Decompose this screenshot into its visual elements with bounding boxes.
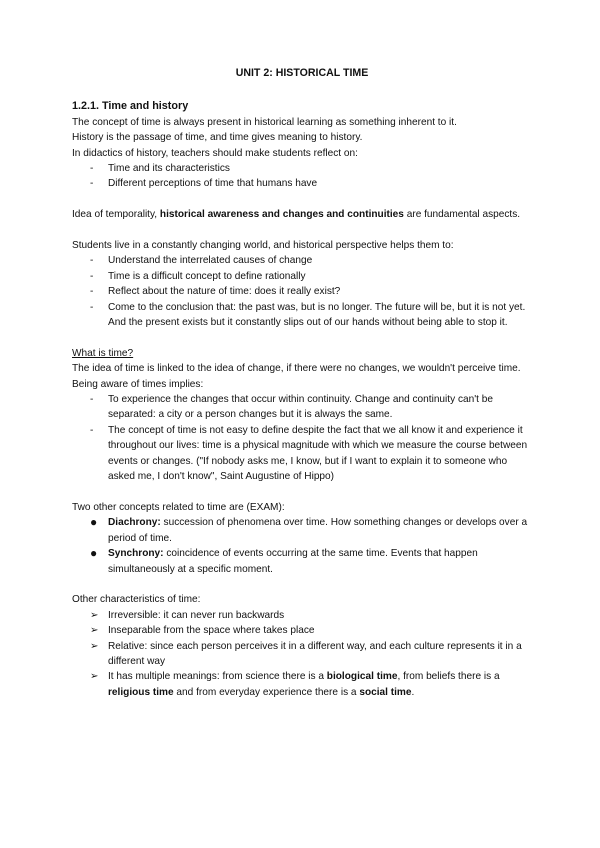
reflect-list	[72, 161, 532, 192]
arrow-bullet-icon: ➢	[90, 609, 99, 621]
list-item: - Time and its characteristics	[72, 161, 532, 176]
list-item: - Time is a difficult concept to define rationally	[72, 269, 532, 284]
intro-line-3: In didactics of history, teachers should make students reflect on:	[72, 147, 358, 159]
other-list	[72, 608, 532, 700]
intro-line-2: History is the passage of time, and time gives meaning to history.	[72, 132, 363, 144]
list-item: ➢ Irreversible: it can never run backwards	[72, 608, 532, 623]
list-item: ● Synchrony: coincidence of events occurring at the same time. Events that happen simultaneously at a specific moment.	[90, 546, 478, 575]
list-item: ● Diachrony: succession of phenomena over time. How something changes or develops over a period of time.	[90, 515, 528, 544]
other-intro: Other characteristics of time:	[72, 594, 201, 606]
document-page	[72, 66, 532, 700]
arrow-bullet-icon: ➢	[90, 625, 99, 637]
what-list	[72, 392, 532, 484]
arrow-bullet-icon: ➢	[90, 671, 99, 683]
dash-marker: -	[90, 270, 94, 282]
bullet-dot-icon: ●	[90, 546, 98, 561]
list-item: - To experience the changes that occur within continuity. Change and continuity can't be separated: a city or a person changes but it is always the same.	[90, 394, 493, 421]
what-is-time-heading: What is time?	[72, 347, 134, 359]
intro-line-1: The concept of time is always present in historical learning as something inherent to it.	[72, 116, 457, 128]
arrow-bullet-icon: ➢	[90, 640, 99, 652]
list-item: - Reflect about the nature of time: does it really exist?	[72, 284, 532, 299]
section-heading: 1.2.1. Time and history	[72, 100, 189, 113]
dash-marker: -	[90, 301, 94, 313]
document-title: UNIT 2: HISTORICAL TIME	[235, 67, 369, 79]
bullet-dot-icon: ●	[90, 515, 98, 530]
temporality-paragraph: Idea of temporality, historical awareness and changes and continuities are fundamental aspects.	[72, 209, 521, 221]
list-item: - Different perceptions of time that humans have	[72, 176, 532, 191]
dash-marker: -	[90, 255, 94, 267]
concepts-intro: Two other concepts related to time are (EXAM):	[72, 501, 285, 513]
dash-marker: -	[90, 178, 94, 190]
what-intro: The idea of time is linked to the idea of change, if there were no changes, we wouldn't perceive time. Being aware of times implies:	[72, 363, 521, 390]
list-item: - Come to the conclusion that: the past was, but is no longer. The future will be, but it is not yet. And the present exists but it constantly slips out of our hands without being able to stop it.	[90, 301, 526, 329]
list-item: ➢ Relative: since each person perceives it in a different way, and each culture represents it in a different way	[90, 640, 522, 667]
dash-marker: -	[90, 394, 94, 406]
concepts-list	[72, 515, 532, 577]
list-item: - Understand the interrelated causes of change	[72, 253, 532, 268]
dash-marker: -	[90, 163, 94, 175]
list-item: ➢ Inseparable from the space where takes place	[72, 623, 532, 638]
list-item: ➢ It has multiple meanings: from science there is a biological time, from beliefs there is a religious time and from everyday experience there is a social time.	[90, 671, 500, 698]
dash-marker: -	[90, 424, 94, 436]
dash-marker: -	[90, 286, 94, 298]
students-intro: Students live in a constantly changing world, and historical perspective helps them to:	[72, 240, 454, 252]
list-item: - The concept of time is not easy to define despite the fact that we all know it and experience it throughout our lives: time is a physical magnitude with which we measure the course between events or changes. ("If nobody asks me, I know, but if I want to explain it to someone who asked me, I don't know", Saint Augustine of Hippo)	[90, 424, 528, 483]
students-list	[72, 253, 532, 330]
